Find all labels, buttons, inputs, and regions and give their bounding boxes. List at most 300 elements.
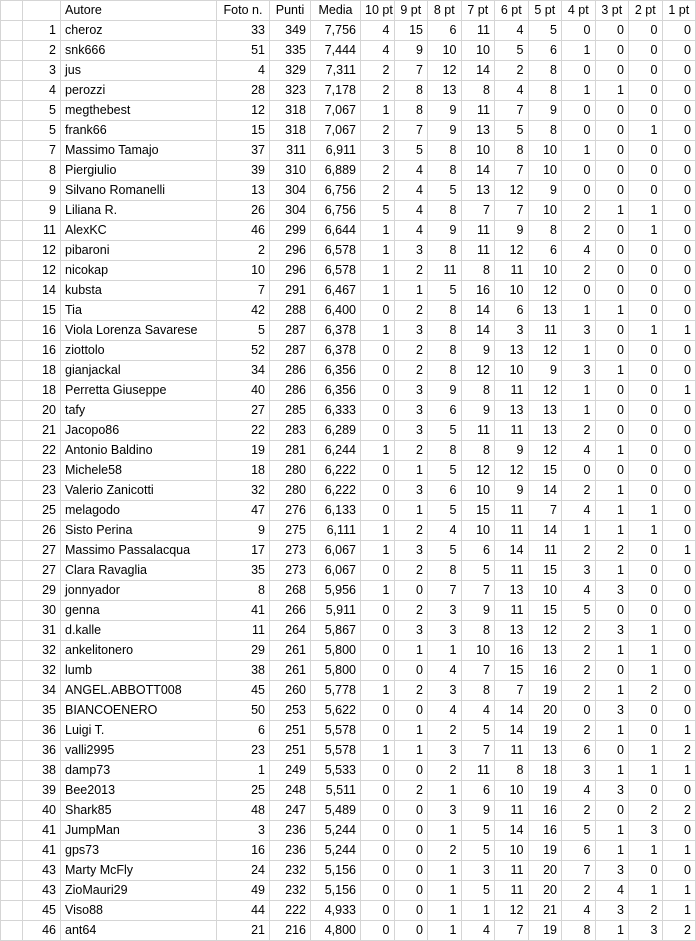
table-row — [1, 801, 696, 821]
cell-1pt: 0 — [662, 21, 696, 41]
cell-9pt: 0 — [394, 821, 428, 841]
column-header-2pt: 2 pt — [629, 1, 663, 21]
cell-6pt: 5 — [495, 41, 529, 61]
cell-5pt: 19 — [528, 681, 562, 701]
cell-4pt: 5 — [562, 821, 596, 841]
cell-1pt: 1 — [662, 881, 696, 901]
cell-6pt: 2 — [495, 61, 529, 81]
cell-8pt: 2 — [428, 761, 462, 781]
cell-punti: 280 — [270, 461, 311, 481]
cell-5pt: 19 — [528, 781, 562, 801]
cell-punti: 261 — [270, 641, 311, 661]
cell-4pt: 3 — [562, 761, 596, 781]
cell-autore: genna — [61, 601, 217, 621]
cell-6pt: 7 — [495, 921, 529, 941]
row-spacer-cell — [1, 561, 23, 581]
cell-9pt: 2 — [394, 301, 428, 321]
cell-3pt: 1 — [595, 521, 629, 541]
cell-3pt: 0 — [595, 381, 629, 401]
cell-5pt: 10 — [528, 581, 562, 601]
cell-8pt: 4 — [428, 661, 462, 681]
cell-punti: 323 — [270, 81, 311, 101]
cell-punti: 251 — [270, 721, 311, 741]
cell-7pt: 11 — [461, 761, 495, 781]
cell-7pt: 10 — [461, 521, 495, 541]
cell-5pt: 21 — [528, 901, 562, 921]
cell-10pt: 0 — [361, 601, 395, 621]
cell-5pt: 11 — [528, 321, 562, 341]
cell-4pt: 2 — [562, 621, 596, 641]
row-spacer-cell — [1, 781, 23, 801]
cell-media: 6,578 — [311, 261, 361, 281]
cell-7pt: 12 — [461, 461, 495, 481]
table-row — [1, 221, 696, 241]
row-spacer-cell — [1, 861, 23, 881]
cell-7pt: 11 — [461, 101, 495, 121]
cell-punti: 287 — [270, 321, 311, 341]
cell-9pt: 2 — [394, 361, 428, 381]
cell-media: 5,244 — [311, 821, 361, 841]
cell-2pt: 3 — [629, 921, 663, 941]
cell-9pt: 0 — [394, 801, 428, 821]
cell-4pt: 1 — [562, 521, 596, 541]
table-row — [1, 181, 696, 201]
cell-7pt: 4 — [461, 701, 495, 721]
cell-1pt: 1 — [662, 321, 696, 341]
cell-autore: ZioMauri29 — [61, 881, 217, 901]
cell-foto: 29 — [217, 641, 270, 661]
column-header-media: Media — [311, 1, 361, 21]
cell-6pt: 4 — [495, 81, 529, 101]
cell-1pt: 1 — [662, 901, 696, 921]
row-spacer-cell — [1, 81, 23, 101]
cell-media: 5,511 — [311, 781, 361, 801]
cell-2pt: 1 — [629, 621, 663, 641]
cell-2pt: 0 — [629, 781, 663, 801]
cell-9pt: 0 — [394, 841, 428, 861]
cell-10pt: 0 — [361, 421, 395, 441]
cell-10pt: 0 — [361, 361, 395, 381]
cell-5pt: 20 — [528, 881, 562, 901]
cell-9pt: 0 — [394, 901, 428, 921]
cell-punti: 216 — [270, 921, 311, 941]
cell-3pt: 1 — [595, 361, 629, 381]
cell-rank: 15 — [23, 301, 61, 321]
cell-autore: Massimo Passalacqua — [61, 541, 217, 561]
cell-rank: 16 — [23, 341, 61, 361]
cell-autore: Viso88 — [61, 901, 217, 921]
table-row — [1, 161, 696, 181]
cell-10pt: 0 — [361, 401, 395, 421]
cell-8pt: 3 — [428, 741, 462, 761]
cell-3pt: 1 — [595, 481, 629, 501]
cell-3pt: 1 — [595, 841, 629, 861]
cell-6pt: 5 — [495, 121, 529, 141]
cell-autore: AlexKC — [61, 221, 217, 241]
cell-4pt: 2 — [562, 481, 596, 501]
cell-4pt: 3 — [562, 361, 596, 381]
cell-10pt: 0 — [361, 461, 395, 481]
table-row — [1, 561, 696, 581]
cell-10pt: 4 — [361, 41, 395, 61]
cell-foto: 8 — [217, 581, 270, 601]
cell-4pt: 4 — [562, 241, 596, 261]
table-row — [1, 201, 696, 221]
row-spacer-cell — [1, 241, 23, 261]
cell-5pt: 13 — [528, 641, 562, 661]
row-spacer-cell — [1, 621, 23, 641]
cell-8pt: 1 — [428, 821, 462, 841]
table-row — [1, 41, 696, 61]
row-spacer-cell — [1, 501, 23, 521]
cell-8pt: 5 — [428, 181, 462, 201]
cell-5pt: 15 — [528, 601, 562, 621]
cell-4pt: 1 — [562, 81, 596, 101]
cell-4pt: 2 — [562, 661, 596, 681]
cell-3pt: 3 — [595, 621, 629, 641]
row-spacer-cell — [1, 881, 23, 901]
cell-foto: 5 — [217, 321, 270, 341]
cell-media: 5,489 — [311, 801, 361, 821]
cell-4pt: 2 — [562, 681, 596, 701]
cell-autore: Massimo Tamajo — [61, 141, 217, 161]
cell-9pt: 8 — [394, 81, 428, 101]
cell-media: 6,644 — [311, 221, 361, 241]
cell-foto: 33 — [217, 21, 270, 41]
cell-2pt: 2 — [629, 901, 663, 921]
cell-3pt: 1 — [595, 201, 629, 221]
cell-2pt: 0 — [629, 161, 663, 181]
cell-9pt: 2 — [394, 341, 428, 361]
cell-6pt: 11 — [495, 881, 529, 901]
cell-autore: Marty McFly — [61, 861, 217, 881]
cell-autore: Luigi T. — [61, 721, 217, 741]
cell-rank: 46 — [23, 921, 61, 941]
row-spacer-cell — [1, 161, 23, 181]
cell-punti: 260 — [270, 681, 311, 701]
cell-foto: 4 — [217, 61, 270, 81]
cell-5pt: 12 — [528, 621, 562, 641]
cell-4pt: 7 — [562, 861, 596, 881]
cell-rank: 43 — [23, 861, 61, 881]
cell-1pt: 0 — [662, 481, 696, 501]
cell-7pt: 4 — [461, 921, 495, 941]
cell-media: 5,533 — [311, 761, 361, 781]
row-spacer-cell — [1, 901, 23, 921]
cell-2pt: 3 — [629, 821, 663, 841]
cell-5pt: 18 — [528, 761, 562, 781]
cell-autore: Bee2013 — [61, 781, 217, 801]
cell-punti: 286 — [270, 361, 311, 381]
table-row — [1, 581, 696, 601]
cell-1pt: 0 — [662, 601, 696, 621]
cell-rank: 23 — [23, 481, 61, 501]
cell-rank: 14 — [23, 281, 61, 301]
cell-1pt: 0 — [662, 201, 696, 221]
cell-9pt: 2 — [394, 781, 428, 801]
cell-8pt: 8 — [428, 321, 462, 341]
cell-media: 6,467 — [311, 281, 361, 301]
cell-punti: 273 — [270, 561, 311, 581]
cell-7pt: 10 — [461, 41, 495, 61]
cell-1pt: 0 — [662, 441, 696, 461]
cell-7pt: 10 — [461, 141, 495, 161]
cell-5pt: 8 — [528, 221, 562, 241]
cell-6pt: 14 — [495, 541, 529, 561]
cell-9pt: 0 — [394, 881, 428, 901]
cell-media: 7,067 — [311, 101, 361, 121]
cell-1pt: 0 — [662, 161, 696, 181]
cell-2pt: 0 — [629, 141, 663, 161]
row-spacer-cell — [1, 21, 23, 41]
cell-foto: 13 — [217, 181, 270, 201]
cell-5pt: 9 — [528, 361, 562, 381]
cell-4pt: 2 — [562, 881, 596, 901]
cell-3pt: 1 — [595, 561, 629, 581]
row-spacer-cell — [1, 201, 23, 221]
cell-4pt: 1 — [562, 341, 596, 361]
cell-7pt: 5 — [461, 721, 495, 741]
cell-rank: 43 — [23, 881, 61, 901]
cell-3pt: 0 — [595, 601, 629, 621]
cell-autore: Tia — [61, 301, 217, 321]
table-header — [1, 1, 696, 21]
column-header-10pt: 10 pt — [361, 1, 395, 21]
row-spacer-cell — [1, 61, 23, 81]
cell-8pt: 8 — [428, 241, 462, 261]
cell-punti: 296 — [270, 241, 311, 261]
cell-8pt: 5 — [428, 281, 462, 301]
cell-2pt: 0 — [629, 61, 663, 81]
cell-punti: 299 — [270, 221, 311, 241]
cell-punti: 266 — [270, 601, 311, 621]
cell-autore: damp73 — [61, 761, 217, 781]
cell-3pt: 0 — [595, 161, 629, 181]
cell-rank: 5 — [23, 121, 61, 141]
column-header-8pt: 8 pt — [428, 1, 462, 21]
cell-4pt: 4 — [562, 581, 596, 601]
cell-autore: frank66 — [61, 121, 217, 141]
cell-3pt: 0 — [595, 801, 629, 821]
cell-2pt: 0 — [629, 361, 663, 381]
cell-10pt: 0 — [361, 881, 395, 901]
cell-media: 6,911 — [311, 141, 361, 161]
cell-foto: 23 — [217, 741, 270, 761]
cell-6pt: 10 — [495, 361, 529, 381]
cell-5pt: 13 — [528, 301, 562, 321]
cell-6pt: 15 — [495, 661, 529, 681]
row-spacer-cell — [1, 461, 23, 481]
cell-rank: 4 — [23, 81, 61, 101]
cell-2pt: 0 — [629, 561, 663, 581]
cell-autore: pibaroni — [61, 241, 217, 261]
cell-9pt: 9 — [394, 41, 428, 61]
cell-10pt: 2 — [361, 61, 395, 81]
cell-punti: 236 — [270, 841, 311, 861]
cell-6pt: 3 — [495, 321, 529, 341]
row-spacer-cell — [1, 181, 23, 201]
cell-5pt: 12 — [528, 441, 562, 461]
cell-2pt: 0 — [629, 441, 663, 461]
row-spacer-cell — [1, 841, 23, 861]
cell-6pt: 11 — [495, 861, 529, 881]
cell-5pt: 19 — [528, 841, 562, 861]
cell-punti: 318 — [270, 121, 311, 141]
cell-10pt: 1 — [361, 521, 395, 541]
cell-1pt: 0 — [662, 781, 696, 801]
cell-2pt: 0 — [629, 281, 663, 301]
cell-6pt: 7 — [495, 101, 529, 121]
cell-punti: 286 — [270, 381, 311, 401]
column-header-foto: Foto n. — [217, 1, 270, 21]
cell-9pt: 1 — [394, 281, 428, 301]
cell-8pt: 1 — [428, 641, 462, 661]
cell-4pt: 4 — [562, 441, 596, 461]
cell-7pt: 7 — [461, 661, 495, 681]
cell-rank: 38 — [23, 761, 61, 781]
cell-9pt: 3 — [394, 401, 428, 421]
cell-5pt: 5 — [528, 21, 562, 41]
table-row — [1, 901, 696, 921]
table-row — [1, 361, 696, 381]
cell-punti: 304 — [270, 181, 311, 201]
cell-6pt: 11 — [495, 801, 529, 821]
cell-foto: 10 — [217, 261, 270, 281]
cell-1pt: 1 — [662, 761, 696, 781]
cell-8pt: 3 — [428, 601, 462, 621]
cell-10pt: 0 — [361, 481, 395, 501]
cell-9pt: 0 — [394, 761, 428, 781]
cell-9pt: 0 — [394, 701, 428, 721]
cell-6pt: 8 — [495, 141, 529, 161]
cell-media: 7,178 — [311, 81, 361, 101]
cell-media: 5,800 — [311, 661, 361, 681]
cell-1pt: 1 — [662, 541, 696, 561]
cell-8pt: 10 — [428, 41, 462, 61]
cell-10pt: 0 — [361, 661, 395, 681]
cell-4pt: 4 — [562, 901, 596, 921]
cell-8pt: 8 — [428, 341, 462, 361]
table-row — [1, 481, 696, 501]
cell-1pt: 1 — [662, 721, 696, 741]
cell-9pt: 3 — [394, 621, 428, 641]
cell-3pt: 0 — [595, 421, 629, 441]
cell-7pt: 5 — [461, 561, 495, 581]
cell-media: 6,378 — [311, 321, 361, 341]
cell-8pt: 6 — [428, 481, 462, 501]
cell-9pt: 3 — [394, 421, 428, 441]
cell-foto: 40 — [217, 381, 270, 401]
cell-7pt: 14 — [461, 321, 495, 341]
cell-1pt: 0 — [662, 41, 696, 61]
cell-4pt: 3 — [562, 561, 596, 581]
cell-media: 6,133 — [311, 501, 361, 521]
cell-9pt: 3 — [394, 381, 428, 401]
cell-4pt: 0 — [562, 701, 596, 721]
cell-1pt: 0 — [662, 421, 696, 441]
cell-8pt: 9 — [428, 221, 462, 241]
cell-rank: 7 — [23, 141, 61, 161]
cell-punti: 268 — [270, 581, 311, 601]
cell-rank: 22 — [23, 441, 61, 461]
cell-autore: Silvano Romanelli — [61, 181, 217, 201]
cell-3pt: 3 — [595, 701, 629, 721]
cell-2pt: 1 — [629, 521, 663, 541]
cell-5pt: 12 — [528, 381, 562, 401]
cell-6pt: 14 — [495, 701, 529, 721]
cell-3pt: 1 — [595, 301, 629, 321]
row-spacer-cell — [1, 261, 23, 281]
cell-autore: Sisto Perina — [61, 521, 217, 541]
cell-4pt: 5 — [562, 601, 596, 621]
row-spacer-cell — [1, 741, 23, 761]
cell-1pt: 2 — [662, 921, 696, 941]
cell-3pt: 1 — [595, 681, 629, 701]
cell-2pt: 0 — [629, 701, 663, 721]
cell-7pt: 8 — [461, 441, 495, 461]
cell-6pt: 13 — [495, 341, 529, 361]
row-spacer-cell — [1, 221, 23, 241]
cell-1pt: 0 — [662, 301, 696, 321]
cell-autore: ANGEL.ABBOTT008 — [61, 681, 217, 701]
cell-foto: 12 — [217, 101, 270, 121]
cell-6pt: 11 — [495, 601, 529, 621]
cell-1pt: 0 — [662, 821, 696, 841]
row-spacer-cell — [1, 601, 23, 621]
cell-2pt: 0 — [629, 401, 663, 421]
cell-rank: 5 — [23, 101, 61, 121]
cell-1pt: 0 — [662, 521, 696, 541]
cell-foto: 24 — [217, 861, 270, 881]
cell-5pt: 12 — [528, 281, 562, 301]
cell-5pt: 15 — [528, 461, 562, 481]
cell-punti: 288 — [270, 301, 311, 321]
cell-2pt: 1 — [629, 501, 663, 521]
cell-media: 5,244 — [311, 841, 361, 861]
cell-5pt: 10 — [528, 141, 562, 161]
cell-4pt: 6 — [562, 741, 596, 761]
cell-6pt: 16 — [495, 641, 529, 661]
cell-4pt: 0 — [562, 181, 596, 201]
cell-9pt: 2 — [394, 521, 428, 541]
cell-5pt: 13 — [528, 421, 562, 441]
cell-10pt: 0 — [361, 801, 395, 821]
cell-rank: 27 — [23, 541, 61, 561]
table-row — [1, 601, 696, 621]
cell-10pt: 1 — [361, 441, 395, 461]
cell-foto: 6 — [217, 721, 270, 741]
cell-1pt: 0 — [662, 221, 696, 241]
row-spacer-cell — [1, 41, 23, 61]
cell-10pt: 0 — [361, 761, 395, 781]
cell-5pt: 15 — [528, 561, 562, 581]
cell-4pt: 6 — [562, 841, 596, 861]
cell-3pt: 1 — [595, 821, 629, 841]
cell-foto: 49 — [217, 881, 270, 901]
cell-media: 6,067 — [311, 561, 361, 581]
cell-3pt: 3 — [595, 581, 629, 601]
cell-5pt: 19 — [528, 721, 562, 741]
cell-6pt: 11 — [495, 501, 529, 521]
cell-4pt: 0 — [562, 61, 596, 81]
cell-foto: 38 — [217, 661, 270, 681]
row-spacer-cell — [1, 921, 23, 941]
cell-5pt: 20 — [528, 701, 562, 721]
cell-9pt: 2 — [394, 601, 428, 621]
cell-1pt: 1 — [662, 841, 696, 861]
cell-1pt: 0 — [662, 241, 696, 261]
cell-7pt: 11 — [461, 21, 495, 41]
